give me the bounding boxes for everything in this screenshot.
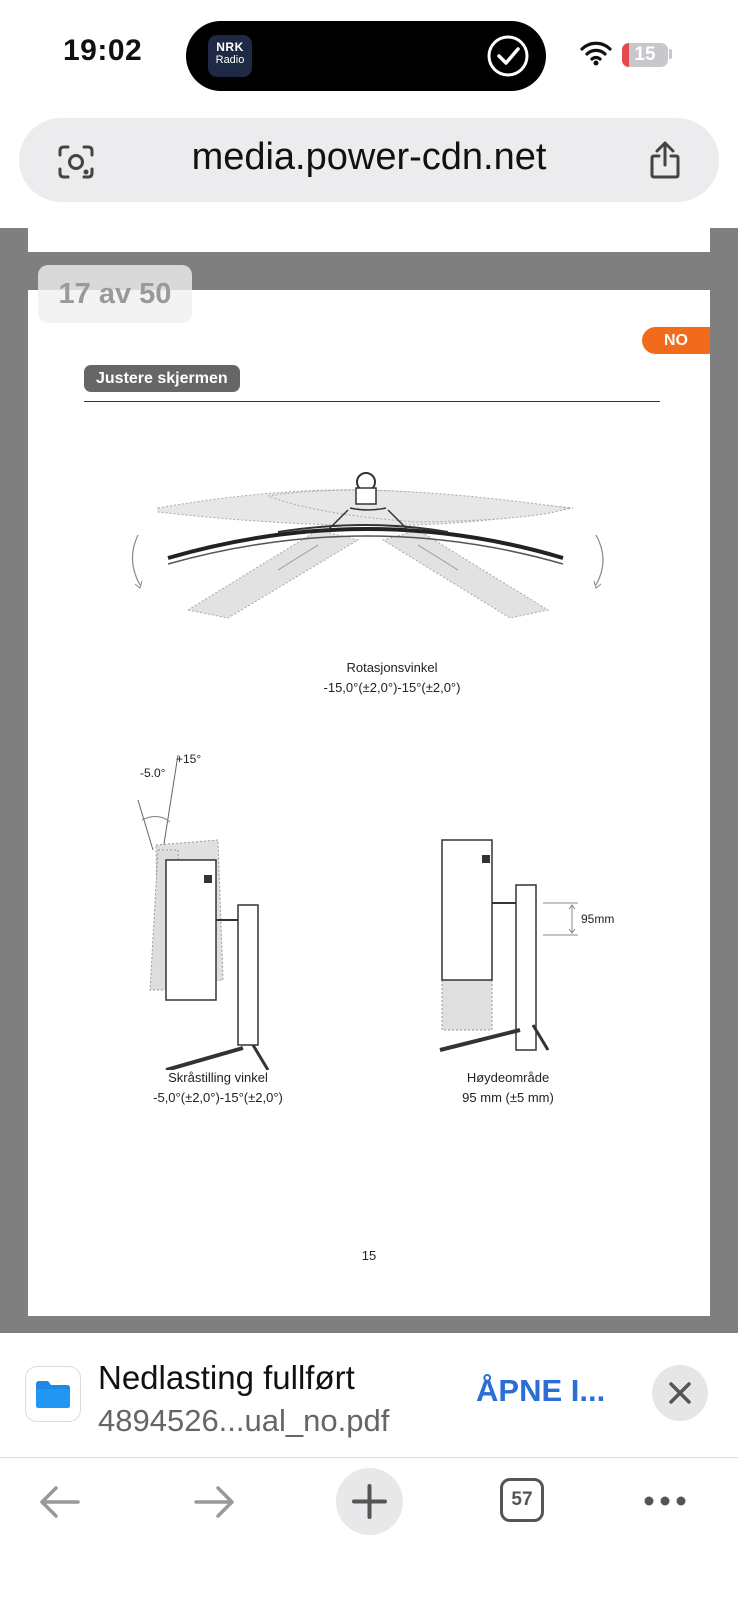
nrk-radio-app-icon[interactable] [208,35,252,77]
dynamic-island[interactable] [186,21,546,91]
download-title: Nedlasting fullført [98,1359,355,1396]
forward-arrow-icon[interactable] [190,1480,238,1524]
tilt-caption-line2: -5,0°(±2,0°)-15°(±2,0°) [153,1090,283,1105]
share-icon[interactable] [649,140,681,180]
height-range-label: 95mm [581,912,615,926]
battery-level: 15 [634,44,656,65]
battery-indicator [622,43,668,67]
open-in-button[interactable]: ÅPNE I... [476,1373,606,1408]
language-tag: NO [642,327,710,354]
download-filename: 4894526...ual_no.pdf [98,1403,390,1438]
address-bar[interactable] [19,118,719,202]
close-download-button[interactable] [652,1365,708,1421]
pdf-page [28,290,710,1316]
new-tab-button[interactable] [336,1468,403,1535]
live-activity-app-sub: Radio [215,54,245,66]
url-text[interactable]: media.power-cdn.net [191,136,547,178]
rotation-caption-line1: Rotasjonsvinkel [346,660,438,675]
tilt-caption-line1: Skråstilling vinkel [168,1070,268,1085]
rotation-illustration [118,460,618,620]
tilt-illustration [128,750,288,1070]
page-number: 15 [361,1248,377,1263]
plus-icon [336,1468,403,1535]
check-circle-icon [486,34,530,78]
tab-switcher-button[interactable]: 57 [500,1478,544,1522]
bottom-toolbar [0,1458,738,1600]
files-app-icon [25,1366,81,1422]
wifi-icon [580,40,612,66]
live-activity-app-name: NRK [216,40,244,54]
tilt-plus-label: +15° [176,752,202,766]
download-banner[interactable] [0,1333,738,1458]
previous-page [28,228,710,252]
height-caption [408,1068,608,1108]
back-arrow-icon[interactable] [36,1480,84,1524]
status-time: 19:02 [63,34,143,67]
title-divider [84,401,660,402]
rotation-caption [242,658,542,698]
tilt-minus-label: -5.0° [140,766,166,780]
battery-cap [669,49,672,59]
more-icon[interactable] [642,1494,688,1508]
page-counter: 17 av 50 [38,265,192,323]
section-title: Justere skjermen [84,365,240,392]
folder-icon [26,1367,80,1421]
height-caption-line2: 95 mm (±5 mm) [462,1090,554,1105]
tilt-caption [108,1068,328,1108]
rotation-caption-line2: -15,0°(±2,0°)-15°(±2,0°) [323,680,461,695]
close-icon [652,1365,708,1421]
pdf-viewer[interactable] [0,228,738,1333]
height-illustration [428,830,608,1070]
height-caption-line1: Høydeområde [466,1070,550,1085]
